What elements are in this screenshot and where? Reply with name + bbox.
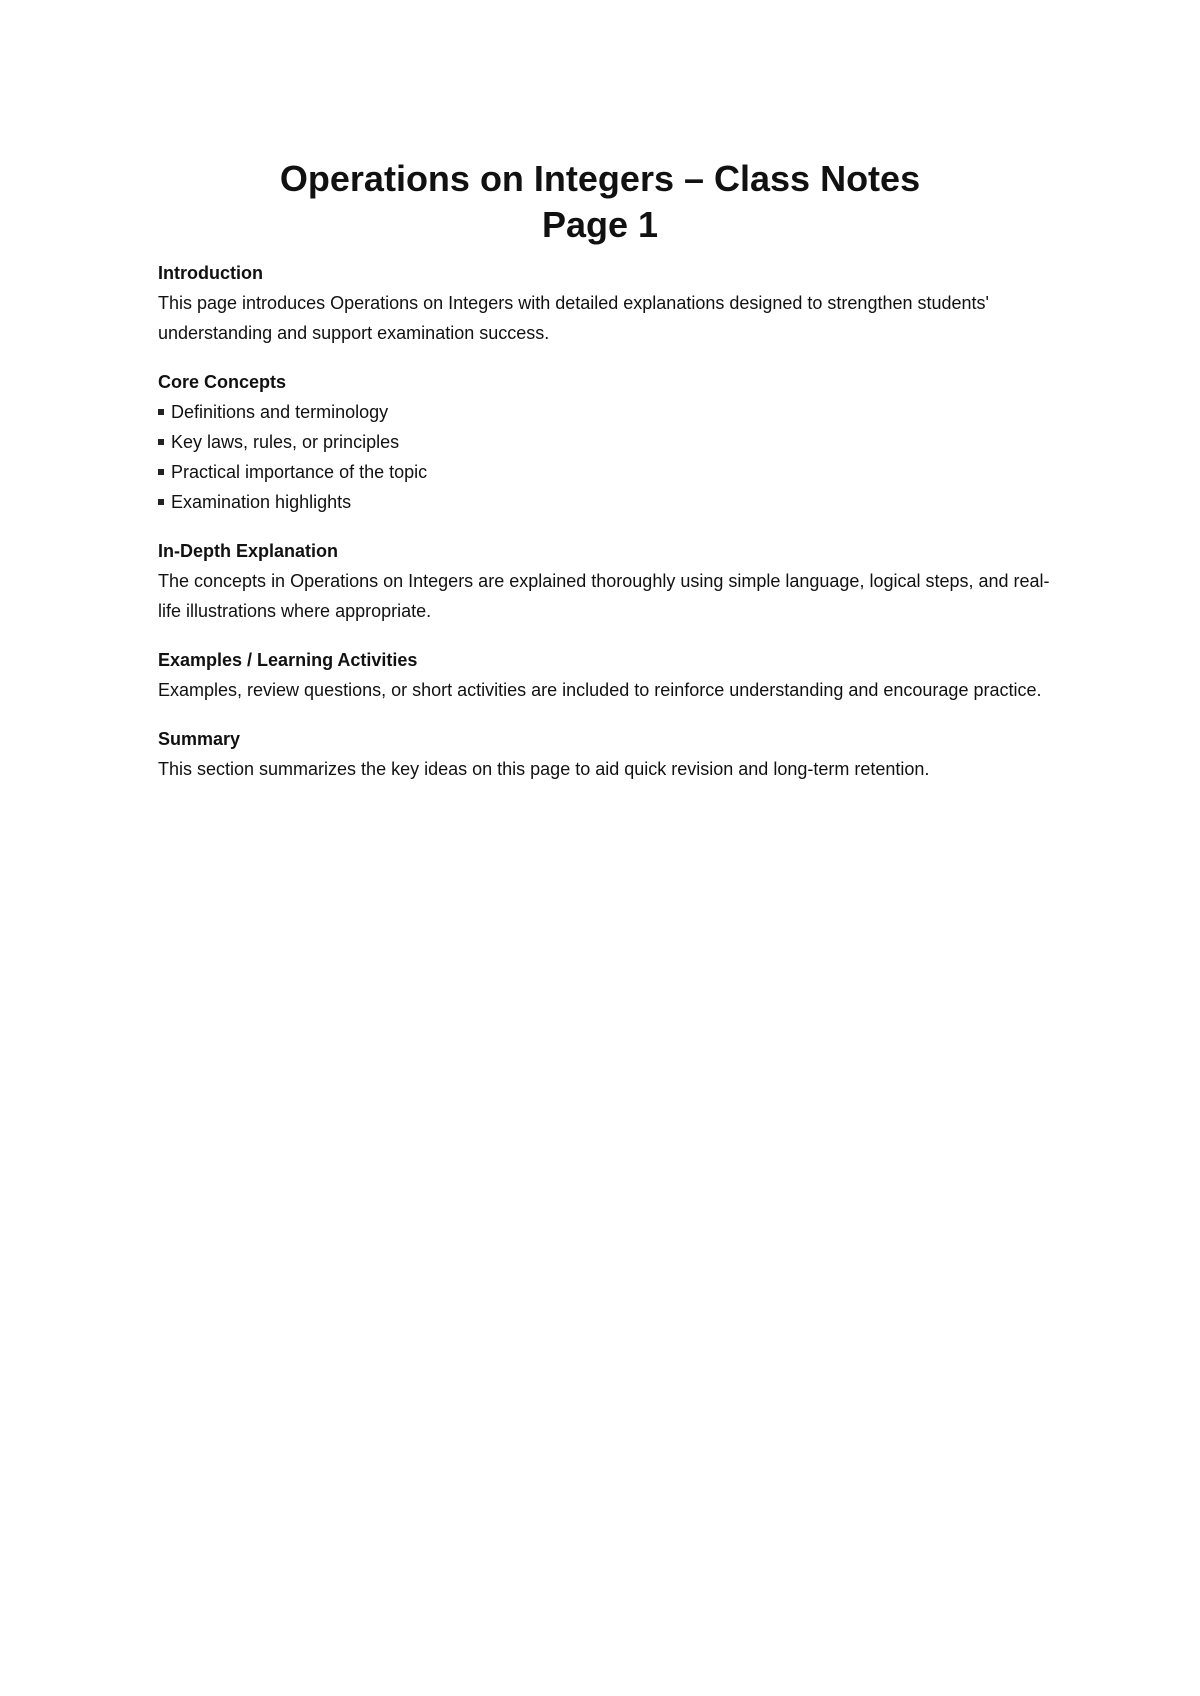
list-item-text: Definitions and terminology [171, 402, 389, 422]
section-paragraph: This page introduces Operations on Integers with detailed explanations designed to strengthen students' understanding and support examination success. [158, 293, 989, 343]
list-item-text: Key laws, rules, or principles [171, 432, 400, 452]
list-item [158, 457, 1058, 487]
list-item-text: Examination highlights [171, 492, 352, 512]
section-heading: Core Concepts [158, 372, 287, 392]
section-heading: Summary [158, 729, 241, 749]
document-title: Operations on Integers – Class Notes [279, 158, 921, 199]
section-paragraph: This section summarizes the key ideas on this page to aid quick revision and long-term retention. [158, 759, 930, 779]
section-in-depth-explanation [158, 536, 1058, 626]
bullet-icon [158, 409, 164, 415]
section-introduction [158, 258, 1058, 348]
section-paragraph: Examples, review questions, or short activities are included to reinforce understanding and encourage practice. [158, 680, 1042, 700]
bullet-icon [158, 469, 164, 475]
page-number-title: Page 1 [541, 204, 659, 245]
section-examples [158, 645, 1058, 705]
content-body [158, 258, 1058, 803]
bullet-list [158, 397, 1058, 517]
section-summary [158, 724, 1058, 784]
section-heading: Examples / Learning Activities [158, 650, 418, 670]
list-item-text: Practical importance of the topic [171, 462, 428, 482]
section-core-concepts [158, 367, 1058, 517]
list-item [158, 427, 1058, 457]
bullet-icon [158, 499, 164, 505]
section-paragraph: The concepts in Operations on Integers are explained thoroughly using simple language, logical steps, and real-life illustrations where appropriate. [158, 571, 1050, 621]
list-item [158, 397, 1058, 427]
title-block [0, 156, 1200, 248]
section-heading: In-Depth Explanation [158, 541, 338, 561]
bullet-icon [158, 439, 164, 445]
list-item [158, 487, 1058, 517]
section-heading: Introduction [158, 263, 263, 283]
